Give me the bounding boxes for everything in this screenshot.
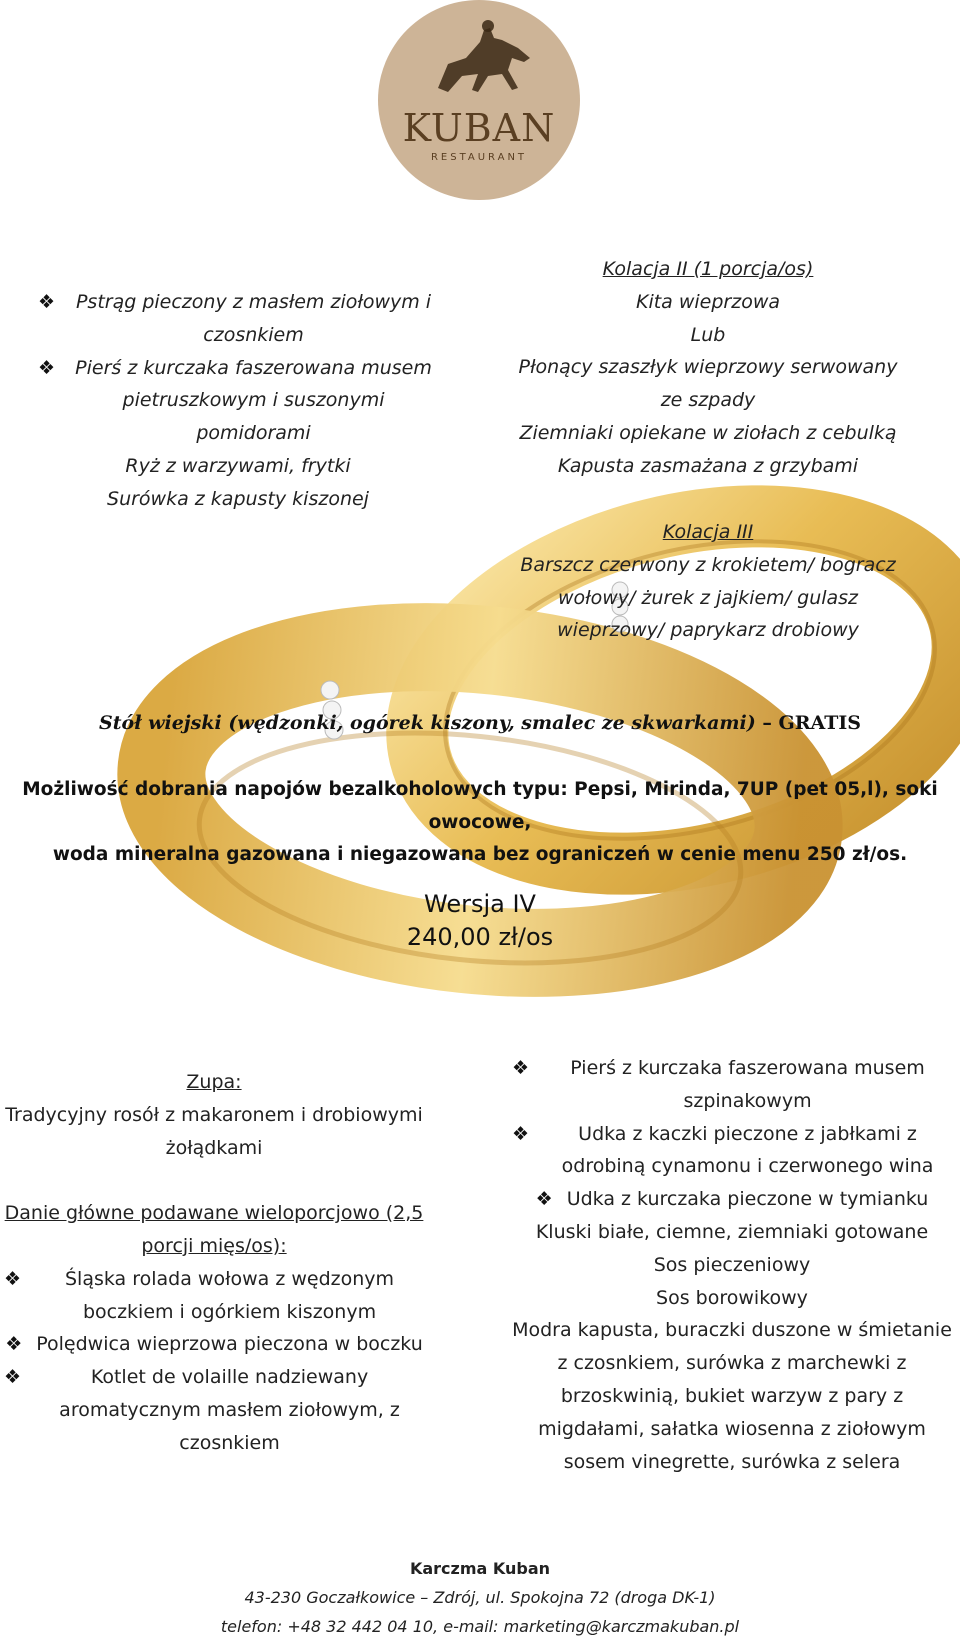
footer-contact: telefon: +48 32 442 04 10, e-mail: marketing@karczmakuban.pl — [220, 1617, 740, 1636]
gratis-label: GRATIS — [778, 712, 861, 734]
list-item — [38, 286, 438, 352]
diamond-bullet-icon: ❖ — [5, 1333, 23, 1356]
gratis-line — [0, 712, 960, 734]
spacer — [4, 1164, 424, 1197]
diamond-bullet-icon: ❖ — [38, 356, 56, 379]
kolacja-2-section — [508, 253, 908, 483]
gratis-description: Stół wiejski (wędzonki, ogórek kiszony, smalec ze skwarkami) — [99, 712, 756, 734]
version-price: 240,00 zł/os — [406, 923, 554, 951]
dish-text: Pierś z kurczaka faszerowana musem pietruszkowym i suszonymi pomidorami — [75, 356, 432, 445]
diamond-bullet-icon: ❖ — [4, 1267, 22, 1290]
side-dish-line: Sos borowikowy — [656, 1286, 808, 1309]
footer-name: Karczma Kuban — [409, 1559, 551, 1578]
left-bottom-column — [4, 1066, 424, 1460]
kolacja-3-text: Barszcz czerwony z krokietem/ bogracz wołowy/ żurek z jajkiem/ gulasz wieprzowy/ paprykarz drobiowy — [520, 553, 896, 642]
drinks-line-1: Możliwość dobrania napojów bezalkoholowych typu: Pepsi, Mirinda, 7UP (pet 05,l), soki owocowe, — [22, 779, 938, 833]
list-item — [38, 352, 438, 450]
left-top-column — [38, 286, 438, 516]
footer — [0, 1554, 960, 1641]
side-dish-line: Modra kapusta, buraczki duszone w śmietanie z czosnkiem, surówka z marchewki z brzoskwinią, bukiet warzyw z pary z migdałami, sałatka wiosenna z ziołowym sosem vinegrette, surówka z selera — [512, 1319, 952, 1473]
version-title: Wersja IV — [424, 890, 536, 918]
diamond-bullet-icon: ❖ — [4, 1366, 22, 1389]
list-item — [4, 1263, 424, 1329]
diamond-bullet-icon: ❖ — [38, 291, 56, 313]
drinks-note — [0, 774, 960, 872]
menu-line: Kapusta zasmażana z grzybami — [557, 454, 859, 477]
dish-text: Kotlet de volaille nadziewany aromatycznym masłem ziołowym, z czosnkiem — [59, 1366, 400, 1454]
list-item — [512, 1052, 952, 1118]
zupa-heading: Zupa: — [186, 1071, 242, 1093]
list-item — [512, 1183, 952, 1216]
menu-line: Lub — [690, 323, 726, 346]
diamond-bullet-icon: ❖ — [512, 1057, 530, 1079]
menu-line: Kita wieprzowa — [635, 290, 781, 313]
right-bottom-column — [512, 1052, 952, 1478]
logo-subtitle: RESTAURANT — [430, 152, 528, 163]
list-item — [4, 1361, 424, 1459]
logo-brand: KUBAN — [402, 106, 556, 150]
side-dish-line: Kluski białe, ciemne, ziemniaki gotowane — [535, 1220, 929, 1243]
dish-text: Pierś z kurczaka faszerowana musem szpinakowym — [570, 1057, 925, 1112]
restaurant-logo — [378, 0, 580, 200]
footer-address: 43-230 Goczałkowice – Zdrój, ul. Spokojna 72 (droga DK-1) — [244, 1588, 716, 1607]
list-item — [512, 1118, 952, 1184]
side-dish-line: Ryż z warzywami, frytki — [125, 454, 351, 477]
gratis-dash: – — [762, 712, 772, 734]
kolacja-3-section — [508, 516, 908, 647]
drinks-line-2: woda mineralna gazowana i niegazowana bez ograniczeń w cenie menu 250 zł/os. — [52, 844, 908, 865]
dish-text: Polędwica wieprzowa pieczona w boczku — [36, 1333, 423, 1356]
menu-line: Ziemniaki opiekane w ziołach z cebulką — [519, 421, 897, 444]
diamond-bullet-icon: ❖ — [512, 1122, 530, 1145]
side-dish-line: Sos pieczeniowy — [653, 1253, 811, 1276]
side-dish-line: Surówka z kapusty kiszonej — [107, 487, 369, 510]
dish-text: Udka z kurczaka pieczone w tymianku — [566, 1188, 929, 1211]
version-heading — [0, 888, 960, 954]
list-item — [4, 1328, 424, 1361]
zupa-text: Tradycyjny rosół z makaronem i drobiowymi żołądkami — [5, 1103, 423, 1159]
kolacja-2-heading: Kolacja II (1 porcja/os) — [602, 258, 814, 280]
main-course-heading: Danie główne podawane wieloporcjowo (2,5 porcji mięs/os): — [4, 1202, 424, 1257]
diamond-bullet-icon: ❖ — [535, 1188, 553, 1211]
dish-text: Śląska rolada wołowa z wędzonym boczkiem i ogórkiem kiszonym — [65, 1267, 395, 1323]
dish-text: Pstrąg pieczony z masłem ziołowym i czosnkiem — [75, 291, 432, 346]
dish-text: Udka z kaczki pieczone z jabłkami z odrobiną cynamonu i czerwonego wina — [561, 1122, 934, 1178]
horse-rider-icon — [418, 18, 540, 102]
kolacja-3-heading: Kolacja III — [662, 521, 754, 543]
menu-line: Płonący szaszłyk wieprzowy serwowany ze szpady — [518, 356, 898, 412]
